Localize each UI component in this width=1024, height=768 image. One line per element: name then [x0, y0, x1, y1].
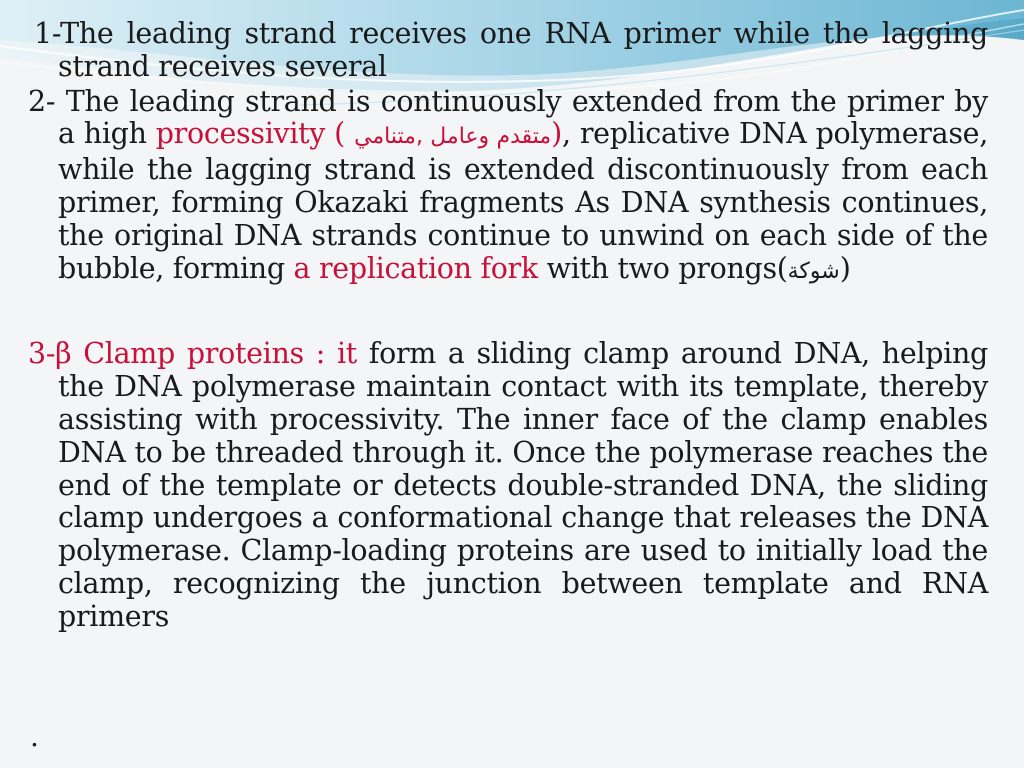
paragraph-text: ) — [839, 251, 851, 285]
highlight-term-close: ) — [551, 117, 562, 151]
arabic-term: شوكة — [787, 258, 840, 284]
paragraph-3 — [28, 338, 988, 633]
paragraph-text: with two prongs( — [537, 251, 788, 285]
arabic-term: متقدم وعامل ,متنامي — [354, 124, 552, 150]
paragraph-text: The leading strand is continuously extended from the primer by a high — [58, 84, 988, 151]
paragraph-text: form a sliding clamp around DNA, helping the DNA polymerase maintain contact with its template, thereby assisting with processivity. The inner face of the clamp enables DNA to be threaded through it. Once the polymerase reaches the end of the template or detects double-stranded DNA, the sliding clamp undergoes a conformational change that releases the DNA polymerase. Clamp-loading proteins are used to initially load the clamp, recognizing the junction between template and RNA primers — [58, 337, 988, 633]
paragraph-number: 1- — [34, 17, 61, 50]
paragraph-2 — [28, 86, 988, 289]
slide-body — [28, 18, 988, 634]
paragraph-number: 2- — [28, 84, 56, 118]
paragraph-text: The leading strand receives one RNA primer while the lagging strand receives several — [58, 17, 988, 83]
highlight-term: a replication fork — [293, 251, 538, 285]
paragraph-1 — [28, 18, 988, 84]
paragraph-text: , replicative DNA polymerase, while the lagging strand is extended discontinuously from each primer, forming Okazaki fragments As DNA synthesis continues, the original DNA strands continue to unwind on each side of the bubble, forming — [58, 117, 988, 285]
highlight-term: processivity ( — [155, 117, 355, 151]
paragraph-number: 3- — [28, 337, 56, 371]
trailing-dot: . — [30, 720, 39, 753]
highlight-term: β Clamp proteins : it — [55, 337, 357, 371]
